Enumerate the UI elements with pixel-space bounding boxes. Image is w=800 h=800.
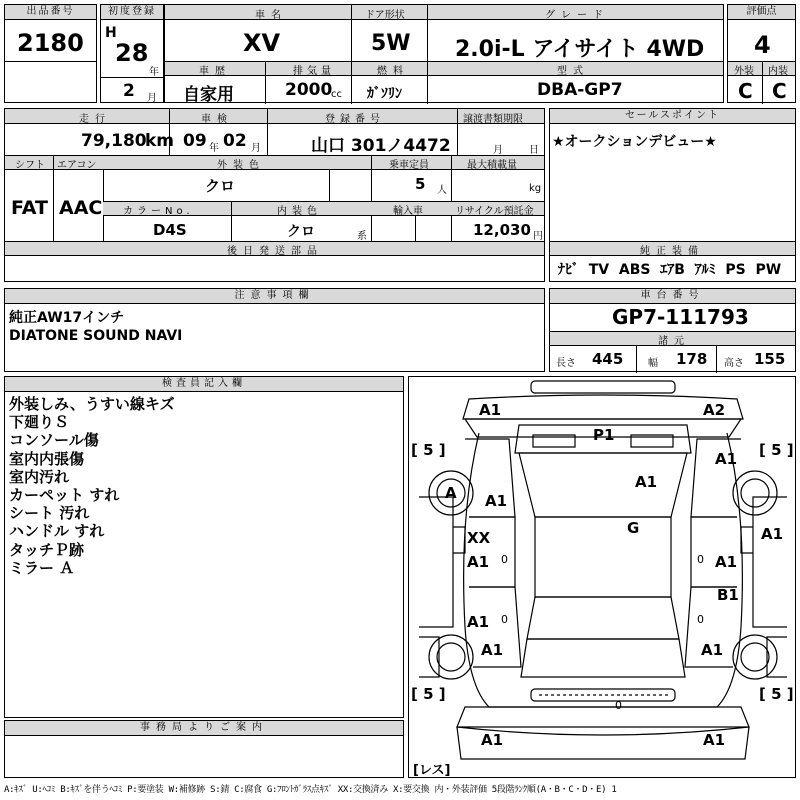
fuel-label: 燃料 xyxy=(377,66,409,77)
equipment-label: 純正装備 xyxy=(640,246,704,257)
notes-box xyxy=(4,288,545,372)
inspector-line: カーペット すれ xyxy=(9,486,120,505)
inspector-line: ハンドル すれ xyxy=(9,522,105,541)
reg-month: 2 xyxy=(123,81,135,101)
insp-month: 02 xyxy=(223,131,247,151)
mark-zero: 0 xyxy=(697,553,704,566)
width-label: 幅 xyxy=(648,358,658,369)
mark-front-left-corner: A1 xyxy=(479,401,502,419)
lot-number: 2180 xyxy=(17,29,84,57)
fuel: ｶﾞｿﾘﾝ xyxy=(367,86,402,102)
ac-label: エアコン xyxy=(57,160,97,171)
first-reg-box xyxy=(100,4,164,103)
equipment-item: PS xyxy=(725,262,746,278)
mark-windshield: A1 xyxy=(635,473,658,491)
office-label: 事務局よりご案内 xyxy=(5,721,403,736)
height: 155 xyxy=(754,350,786,368)
max-load-unit: kg xyxy=(529,183,542,194)
int-color-unit: 系 xyxy=(357,231,367,242)
transfer-day-unit: 日 xyxy=(529,145,539,156)
mark-rear-left: A1 xyxy=(481,731,504,749)
int-grade: C xyxy=(772,79,787,103)
ac: AAC xyxy=(59,197,103,219)
era: H xyxy=(105,25,117,41)
mileage-unit: km xyxy=(145,131,175,151)
mark-right-side: A1 xyxy=(761,525,784,543)
ext-label: 外装 xyxy=(734,66,754,77)
mark-rear-right: A1 xyxy=(703,731,726,749)
door-type: 5W xyxy=(371,31,411,56)
month-unit: 月 xyxy=(147,93,157,104)
mark-right-front-fender: A1 xyxy=(715,450,738,468)
note-line: DIATONE SOUND NAVI xyxy=(9,328,183,344)
history: 自家用 xyxy=(183,85,234,105)
int-color-label: 内装色 xyxy=(277,206,322,217)
mark-zero: 0 xyxy=(615,699,622,712)
mark-left-rear-fender: A1 xyxy=(481,641,504,659)
mark-right-rear-door: B1 xyxy=(717,586,739,604)
mark-right-front-door: A1 xyxy=(715,553,738,571)
mark-left-front-door-b: A1 xyxy=(467,553,490,571)
shift-label: シフト xyxy=(15,160,45,171)
office-box xyxy=(4,720,404,778)
spare-tire: [レス] xyxy=(413,763,451,778)
equipment-item: ｴｱB xyxy=(660,262,685,278)
height-label: 高さ xyxy=(724,358,744,369)
mark-right-rear-fender: A1 xyxy=(701,641,724,659)
width: 178 xyxy=(676,350,708,368)
capacity-unit: 人 xyxy=(437,185,447,196)
mark-left-front-door-a: XX xyxy=(467,529,491,547)
inspector-line: コンソール傷 xyxy=(9,431,99,450)
chassis-label: 車台番号 xyxy=(550,289,795,304)
length: 445 xyxy=(592,350,624,368)
mark-roof: G xyxy=(627,519,640,537)
length-label: 長さ xyxy=(556,358,576,369)
shift: FAT xyxy=(11,197,48,219)
details-box xyxy=(4,108,545,282)
displacement: 2000 xyxy=(285,80,333,100)
displacement-unit: cc xyxy=(331,89,342,100)
inspection-label: 車検 xyxy=(201,114,233,125)
tire-left-bottom: [ 5 ] xyxy=(411,685,446,703)
score-label: 評価点 xyxy=(728,5,795,20)
year-unit: 年 xyxy=(149,67,159,78)
equipment-item: PW xyxy=(755,262,782,278)
mark-hood: P1 xyxy=(593,426,615,444)
inspector-box xyxy=(4,376,404,718)
inspector-line: 室内内張傷 xyxy=(9,449,85,468)
score-box xyxy=(727,4,796,103)
model-code: DBA-GP7 xyxy=(537,80,623,100)
recycle-fee: 12,030 xyxy=(473,221,531,239)
car-name: XV xyxy=(243,29,281,57)
reg-no-label: 登録番号 xyxy=(325,114,385,125)
inspector-line: ミラー Ａ xyxy=(9,558,75,577)
inspector-label: 検査員記入欄 xyxy=(5,377,403,392)
sales-point-label: セールスポイント xyxy=(550,109,795,124)
equipment-item: ABS xyxy=(618,262,651,278)
tire-right-bottom: [ 5 ] xyxy=(759,685,794,703)
equipment-list xyxy=(558,259,781,279)
ext-color-label: 外装色 xyxy=(217,160,265,171)
transfer-label: 譲渡書類期限 xyxy=(463,114,523,125)
note-line: 純正AW17インチ xyxy=(9,310,125,326)
insp-year-unit: 年 xyxy=(209,143,219,154)
sales-point-text: ★オークションデビュー★ xyxy=(552,134,717,150)
car-name-label: 車名 xyxy=(255,10,287,21)
mark-zero: 0 xyxy=(697,613,704,626)
equipment-item: ｱﾙﾐ xyxy=(694,262,716,278)
mark-left-fender: A1 xyxy=(485,492,508,510)
int-color: クロ xyxy=(287,224,315,240)
inspector-line: タッチＰ跡 xyxy=(9,540,85,559)
mark-left-rear-door: A1 xyxy=(467,613,490,631)
ext-color: クロ xyxy=(205,177,236,195)
model-label: 型式 xyxy=(557,66,589,77)
max-load-label: 最大積載量 xyxy=(467,160,517,171)
door-label: ドア形状 xyxy=(365,10,405,21)
transfer-month-unit: 月 xyxy=(493,145,503,156)
sales-point-box xyxy=(549,108,796,282)
lot-label: 出品番号 xyxy=(5,5,96,20)
import-label: 輸入車 xyxy=(393,206,423,217)
mileage: 79,180 xyxy=(81,131,147,151)
tire-right-top: [ 5 ] xyxy=(759,441,794,459)
lot-box xyxy=(4,4,97,103)
chassis-box xyxy=(549,288,796,372)
equipment-item: TV xyxy=(588,262,610,278)
displacement-label: 排気量 xyxy=(293,66,335,77)
mileage-label: 走行 xyxy=(79,114,111,125)
mark-zero: 0 xyxy=(501,613,508,626)
color-no: D4S xyxy=(153,221,187,239)
chassis-number: GP7-111793 xyxy=(612,305,749,329)
mark-zero: 0 xyxy=(501,553,508,566)
reg-number: 山口 301ノ4472 xyxy=(311,136,451,156)
inspector-line: 外装しみ、うすい線キズ xyxy=(9,395,175,413)
equipment-item: ﾅﾋﾞ xyxy=(558,262,579,278)
mark-front-right-corner: A2 xyxy=(703,401,726,419)
dims-label: 諸元 xyxy=(658,336,690,347)
recycle-label: リサイクル預託金 xyxy=(455,206,534,217)
insp-year: 09 xyxy=(183,131,207,151)
capacity: 5 xyxy=(415,175,426,193)
later-parts-label: 後日発送部品 xyxy=(227,246,323,257)
first-reg-label: 初度登録 xyxy=(101,5,163,20)
inspector-line: 下廻りＳ xyxy=(9,413,70,432)
mark-left-front-wheel: A xyxy=(445,484,457,502)
color-no-label: カラーNo. xyxy=(123,206,194,217)
inspector-line: 室内汚れ xyxy=(9,467,70,486)
reg-year: 28 xyxy=(115,39,149,67)
tire-left-top: [ 5 ] xyxy=(411,441,446,459)
insp-month-unit: 月 xyxy=(251,143,261,154)
history-label: 車歴 xyxy=(199,66,231,77)
grade-label: グレード xyxy=(545,10,609,21)
legend-text: A:ｷｽﾞ U:ﾍｺﾐ B:ｷｽﾞを伴うﾍｺﾐ P:要塗装 W:補修跡 S:錆 C:腐食 G:ﾌﾛﾝﾄｶﾞﾗｽ点ｷｽﾞ XX:交換済み X:要交換 内・外装評価 5段階ﾗﾝｸ順(A・B・C・D・E) 1 xyxy=(4,785,617,795)
recycle-unit: 円 xyxy=(533,231,543,242)
car-info-box xyxy=(164,4,724,103)
capacity-label: 乗車定員 xyxy=(389,160,429,171)
inspector-line: シート 汚れ xyxy=(9,504,90,523)
car-diagram xyxy=(408,376,796,778)
score-value: 4 xyxy=(754,31,771,59)
ext-grade: C xyxy=(738,79,753,103)
notes-label: 注意事項欄 xyxy=(5,289,544,304)
grade: 2.0i-L アイサイト 4WD xyxy=(455,37,705,62)
int-label: 内装 xyxy=(768,66,788,77)
